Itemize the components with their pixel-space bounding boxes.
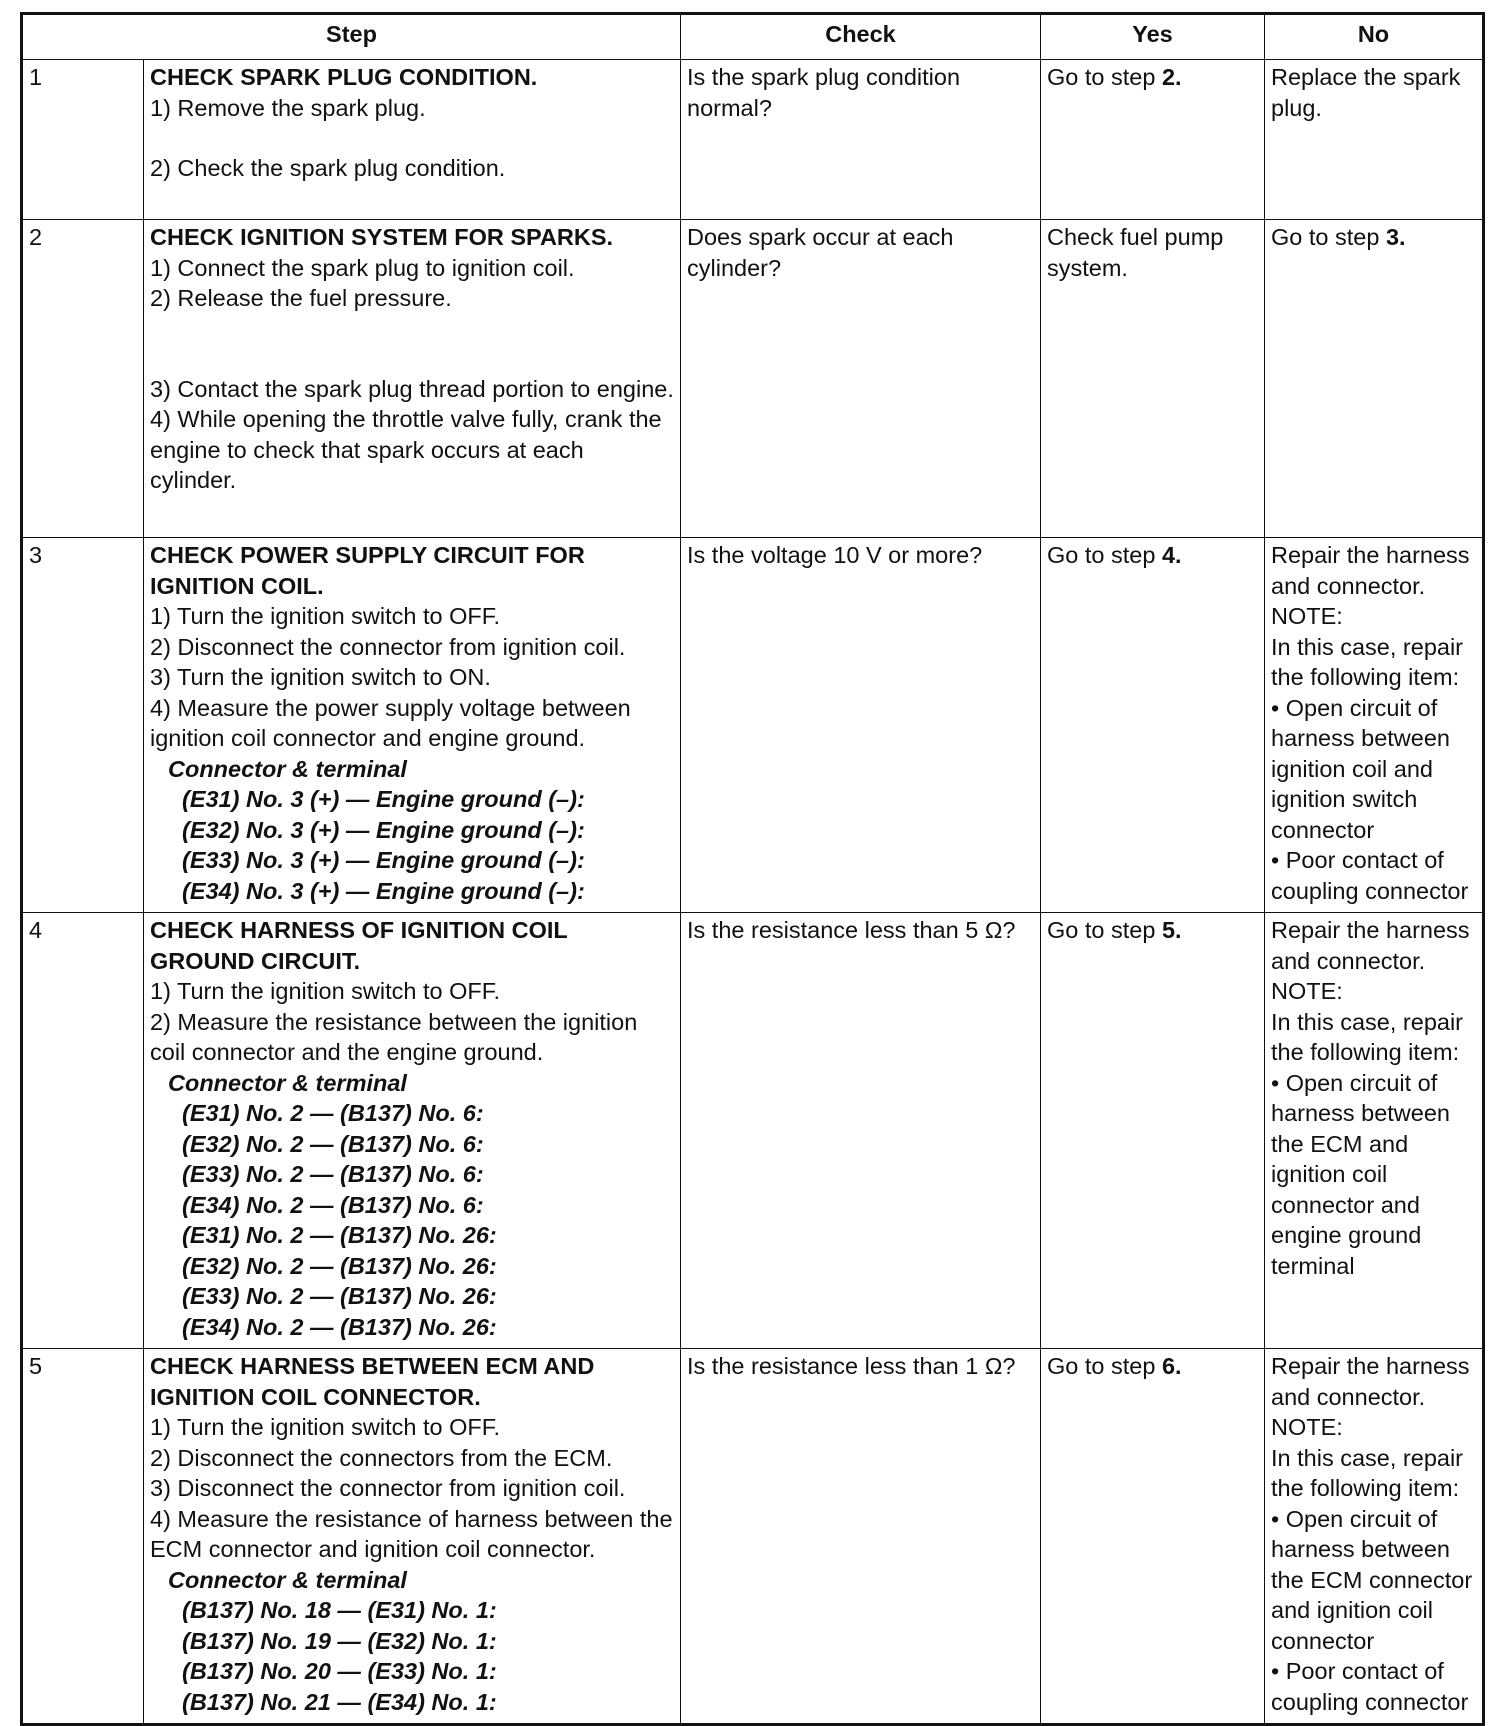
step-item: 2) Disconnect the connectors from the ECM. — [150, 1444, 613, 1471]
header-yes: Yes — [1041, 14, 1265, 60]
check-cell: Is the resistance less than 1 Ω? — [681, 1349, 1041, 1725]
no-main-text: Repair the harness and connector. — [1271, 917, 1470, 974]
yes-prefix: Go to step — [1047, 917, 1162, 943]
no-main-text: Repair the harness and connector. — [1271, 542, 1470, 599]
yes-cell — [1041, 60, 1265, 220]
connector-spec: (E33) No. 2 — (B137) No. 26: — [182, 1283, 497, 1309]
table-row — [22, 913, 1484, 1349]
connector-spec: (E33) No. 3 (+) — Engine ground (–): — [182, 847, 585, 873]
step-number: 2 — [22, 220, 144, 538]
connector-spec: (B137) No. 18 — (E31) No. 1: — [182, 1597, 497, 1623]
no-main-text: Repair the harness and connector. — [1271, 1353, 1470, 1410]
connector-spec: (E31) No. 2 — (B137) No. 6: — [182, 1100, 484, 1126]
step-item: 4) Measure the power supply voltage between ignition coil connector and engine ground. — [150, 694, 631, 751]
step-item: 1) Connect the spark plug to ignition coil. — [150, 254, 575, 281]
step-number: 3 — [22, 538, 144, 913]
connector-terminal-heading: Connector & terminal — [168, 755, 407, 782]
diagnostic-procedure-page — [20, 12, 1482, 1726]
table-row — [22, 1349, 1484, 1725]
yes-cell — [1041, 913, 1265, 1349]
yes-cell — [1041, 538, 1265, 913]
yes-step-ref: 5. — [1161, 917, 1182, 943]
step-item: 1) Turn the ignition switch to OFF. — [150, 603, 501, 629]
connector-spec: (E33) No. 2 — (B137) No. 6: — [182, 1161, 484, 1187]
check-cell: Is the resistance less than 5 Ω? — [681, 913, 1041, 1349]
table-header-row — [22, 14, 1484, 60]
yes-prefix: Go to step — [1047, 64, 1162, 90]
connector-spec: (E34) No. 2 — (B137) No. 26: — [182, 1313, 497, 1340]
connector-terminal-heading: Connector & terminal — [168, 1069, 407, 1096]
note-bullet: • Open circuit of harness between the ECM connector and ignition coil connector — [1271, 1505, 1473, 1654]
connector-spec: (B137) No. 21 — (E34) No. 1: — [182, 1688, 497, 1715]
step-item: 3) Disconnect the connector from ignition coil. — [150, 1475, 626, 1501]
check-cell: Is the voltage 10 V or more? — [681, 538, 1041, 913]
step-content — [144, 60, 681, 220]
step-item: 4) Measure the resistance of harness between the ECM connector and ignition coil connector. — [150, 1505, 673, 1562]
step-content — [144, 220, 681, 538]
step-number: 4 — [22, 913, 144, 1349]
step-title: CHECK POWER SUPPLY CIRCUIT FOR IGNITION COIL. — [150, 542, 585, 599]
connector-spec: (E32) No. 2 — (B137) No. 26: — [182, 1252, 497, 1279]
step-item: 1) Turn the ignition switch to OFF. — [150, 978, 501, 1004]
step-item: 3) Contact the spark plug thread portion to engine. — [150, 375, 674, 402]
note-label: NOTE: — [1271, 603, 1343, 629]
yes-step-ref: 6. — [1161, 1353, 1182, 1379]
step-number: 5 — [22, 1349, 144, 1725]
yes-cell: Check fuel pump system. — [1041, 220, 1265, 538]
step-title: CHECK HARNESS BETWEEN ECM AND IGNITION COIL CONNECTOR. — [150, 1353, 595, 1410]
step-content — [144, 913, 681, 1349]
no-cell — [1265, 1349, 1484, 1725]
note-bullet: • Poor contact of coupling connector — [1271, 847, 1469, 904]
step-item: 3) Turn the ignition switch to ON. — [150, 664, 491, 690]
step-item: 1) Remove the spark plug. — [150, 94, 426, 121]
note-label: NOTE: — [1271, 978, 1343, 1004]
no-cell — [1265, 538, 1484, 913]
note-text: In this case, repair the following item: — [1271, 1444, 1464, 1501]
yes-cell — [1041, 1349, 1265, 1725]
step-item: 2) Release the fuel pressure. — [150, 285, 452, 311]
yes-prefix: Go to step — [1047, 1353, 1162, 1379]
check-cell: Does spark occur at each cylinder? — [681, 220, 1041, 538]
yes-step-ref: 2. — [1161, 64, 1182, 90]
table-row — [22, 538, 1484, 913]
connector-spec: (E31) No. 3 (+) — Engine ground (–): — [182, 786, 585, 812]
connector-spec: (B137) No. 20 — (E33) No. 1: — [182, 1658, 497, 1684]
header-no: No — [1265, 14, 1484, 60]
no-cell — [1265, 913, 1484, 1349]
no-prefix: Go to step — [1271, 224, 1386, 250]
step-item: 4) While opening the throttle valve fully, crank the engine to check that spark occurs at each cylinder. — [150, 406, 662, 493]
step-item: 2) Disconnect the connector from ignition coil. — [150, 633, 626, 660]
connector-spec: (E31) No. 2 — (B137) No. 26: — [182, 1222, 497, 1248]
step-item: 2) Check the spark plug condition. — [150, 155, 506, 181]
step-content — [144, 538, 681, 913]
connector-spec: (E32) No. 3 (+) — Engine ground (–): — [182, 816, 585, 843]
table-row — [22, 220, 1484, 538]
header-step: Step — [22, 14, 681, 60]
note-bullet: • Open circuit of harness between ignition coil and ignition switch connector — [1271, 694, 1450, 843]
connector-spec: (E32) No. 2 — (B137) No. 6: — [182, 1130, 484, 1157]
spacer — [150, 123, 674, 153]
note-text: In this case, repair the following item: — [1271, 1008, 1464, 1065]
connector-terminal-heading: Connector & terminal — [168, 1566, 407, 1593]
table-row — [22, 60, 1484, 220]
check-cell: Is the spark plug condition normal? — [681, 60, 1041, 220]
spacer — [150, 314, 674, 374]
note-label: NOTE: — [1271, 1414, 1343, 1440]
yes-step-ref: 4. — [1161, 542, 1182, 568]
step-title: CHECK HARNESS OF IGNITION COIL GROUND CIRCUIT. — [150, 917, 568, 974]
no-cell — [1265, 220, 1484, 538]
step-item: 1) Turn the ignition switch to OFF. — [150, 1414, 501, 1440]
no-cell: Replace the spark plug. — [1265, 60, 1484, 220]
connector-spec: (B137) No. 19 — (E32) No. 1: — [182, 1627, 497, 1654]
connector-spec: (E34) No. 3 (+) — Engine ground (–): — [182, 877, 585, 904]
step-content — [144, 1349, 681, 1725]
header-check: Check — [681, 14, 1041, 60]
step-number: 1 — [22, 60, 144, 220]
step-title: CHECK IGNITION SYSTEM FOR SPARKS. — [150, 224, 614, 250]
note-bullet: • Poor contact of coupling connector — [1271, 1658, 1469, 1715]
diagnostic-table — [20, 12, 1485, 1726]
no-step-ref: 3. — [1385, 224, 1406, 250]
connector-spec: (E34) No. 2 — (B137) No. 6: — [182, 1191, 484, 1218]
yes-prefix: Go to step — [1047, 542, 1162, 568]
step-title: CHECK SPARK PLUG CONDITION. — [150, 64, 538, 90]
step-item: 2) Measure the resistance between the ignition coil connector and the engine ground. — [150, 1008, 638, 1065]
note-text: In this case, repair the following item: — [1271, 633, 1464, 690]
note-bullet: • Open circuit of harness between the ECM and ignition coil connector and engine ground terminal — [1271, 1069, 1450, 1279]
